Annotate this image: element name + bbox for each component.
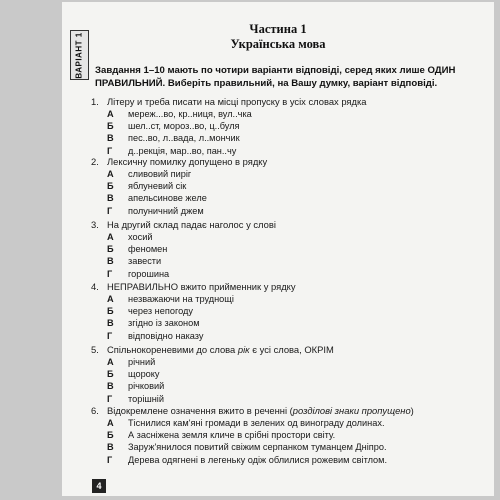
question-4 (91, 281, 486, 342)
option-letter: Г (107, 330, 113, 341)
option-text: мереж...во, кр..ниця, вул..чка (128, 109, 252, 119)
part-title: Частина 1 (249, 22, 307, 36)
option-letter: А (107, 232, 114, 242)
page-number: 4 (92, 479, 106, 493)
option-letter: Б (107, 244, 114, 255)
question-number: 1. (91, 96, 99, 107)
option-letter: Б (107, 121, 114, 132)
question-number: 3. (91, 219, 99, 230)
question-3 (91, 219, 486, 280)
question-number: 5. (91, 344, 99, 355)
option-text: хосий (128, 232, 153, 242)
option-letter: Г (107, 268, 113, 279)
option-text: через непогоду (128, 306, 193, 317)
option-letter: Б (107, 369, 114, 380)
option-d[interactable] (107, 268, 486, 280)
question-text: Літеру и треба писати на місці пропуску в усіх словах рядка (107, 96, 367, 107)
option-letter: Б (107, 181, 114, 192)
option-text: апельсинове желе (128, 193, 207, 204)
option-text: сливовий пиріг (128, 169, 192, 179)
question-text: Відокремлене означення вжито в реченні (розділові знаки пропущено) (107, 405, 414, 416)
option-letter: В (107, 256, 114, 267)
option-b[interactable] (107, 305, 486, 317)
question-5 (91, 344, 486, 405)
option-text: торішній (128, 393, 164, 404)
option-text: яблуневий сік (128, 181, 187, 192)
option-text: феномен (128, 244, 168, 255)
option-a[interactable] (107, 293, 486, 305)
option-letter: Г (107, 205, 113, 216)
question-number: 4. (91, 281, 99, 292)
option-b[interactable] (107, 243, 486, 255)
option-text: незважаючи на труднощі (128, 294, 234, 304)
question-1 (91, 96, 486, 157)
option-a[interactable] (107, 108, 486, 120)
option-text: д..рекція, мар..во, пан..чу (128, 145, 237, 156)
option-letter: В (107, 442, 114, 453)
option-c[interactable] (107, 380, 486, 392)
question-6 (91, 405, 486, 466)
question-2 (91, 156, 486, 217)
option-text: річний (128, 357, 156, 367)
option-c[interactable] (107, 317, 486, 329)
option-c[interactable] (107, 441, 486, 453)
option-c[interactable] (107, 255, 486, 267)
question-text: Спільнокореневими до слова рік є усі слова, ОКРІМ (107, 344, 334, 355)
option-b[interactable] (107, 180, 486, 192)
option-d[interactable] (107, 205, 486, 217)
option-text: щороку (128, 369, 160, 380)
option-a[interactable] (107, 168, 486, 180)
question-number: 6. (91, 405, 99, 416)
option-d[interactable] (107, 330, 486, 342)
option-text: шел..ст, мороз..во, ц..буля (128, 121, 240, 132)
option-letter: А (107, 357, 114, 367)
option-text: горошина (128, 268, 170, 279)
subject-title: Українська мова (230, 37, 326, 51)
option-a[interactable] (107, 417, 486, 429)
option-text: Заруж'янилося повитий свіжим серпанком туманцем Дніпро. (128, 442, 387, 453)
option-b[interactable] (107, 120, 486, 132)
option-letter: А (107, 294, 114, 304)
option-letter: В (107, 133, 114, 144)
variant-label: ВАРІАНТ 1 (75, 31, 85, 79)
option-letter: Б (107, 430, 114, 441)
option-text: Тіснилися кам'яні громади в зелених од виноградy долинах. (128, 418, 385, 428)
option-a[interactable] (107, 231, 486, 243)
option-d[interactable] (107, 145, 486, 157)
option-c[interactable] (107, 192, 486, 204)
option-text: полуничний джем (128, 205, 204, 216)
instruction-text: Завдання 1–10 мають по чотири варіанти відповіді, серед яких лише ОДИН ПРАВИЛЬНИЙ. Виберіть правильний, на Вашу думку, варіант відповіді. (95, 65, 456, 89)
option-text: Дерева одягнені в легеньку одіж облилися рожевим світлом. (128, 454, 388, 465)
option-text: А заснiжена земля кличе в срібні простори світу. (128, 430, 336, 441)
option-letter: А (107, 169, 114, 179)
option-letter: Г (107, 454, 113, 465)
option-a[interactable] (107, 356, 486, 368)
option-c[interactable] (107, 132, 486, 144)
option-letter: Г (107, 393, 113, 404)
option-d[interactable] (107, 454, 486, 466)
option-text: згідно із законом (128, 318, 200, 329)
question-text: Лексичну помилку допущено в рядку (107, 156, 268, 167)
question-text: НЕПРАВИЛЬНО вжито прийменник у рядку (107, 281, 296, 292)
option-letter: Б (107, 306, 114, 317)
option-letter: А (107, 109, 114, 119)
option-text: пес..во, л..вада, л..мончик (128, 133, 240, 144)
option-letter: В (107, 381, 114, 392)
question-text: На другий склад падає наголос у слові (107, 219, 276, 230)
option-letter: Г (107, 145, 113, 156)
option-letter: В (107, 318, 114, 329)
option-letter: А (107, 418, 114, 428)
option-d[interactable] (107, 393, 486, 405)
option-text: відповідно наказу (128, 330, 204, 341)
option-b[interactable] (107, 429, 486, 441)
question-number: 2. (91, 156, 99, 167)
option-letter: В (107, 193, 114, 204)
option-text: річковий (128, 381, 165, 392)
option-b[interactable] (107, 368, 486, 380)
option-text: завести (128, 256, 162, 267)
